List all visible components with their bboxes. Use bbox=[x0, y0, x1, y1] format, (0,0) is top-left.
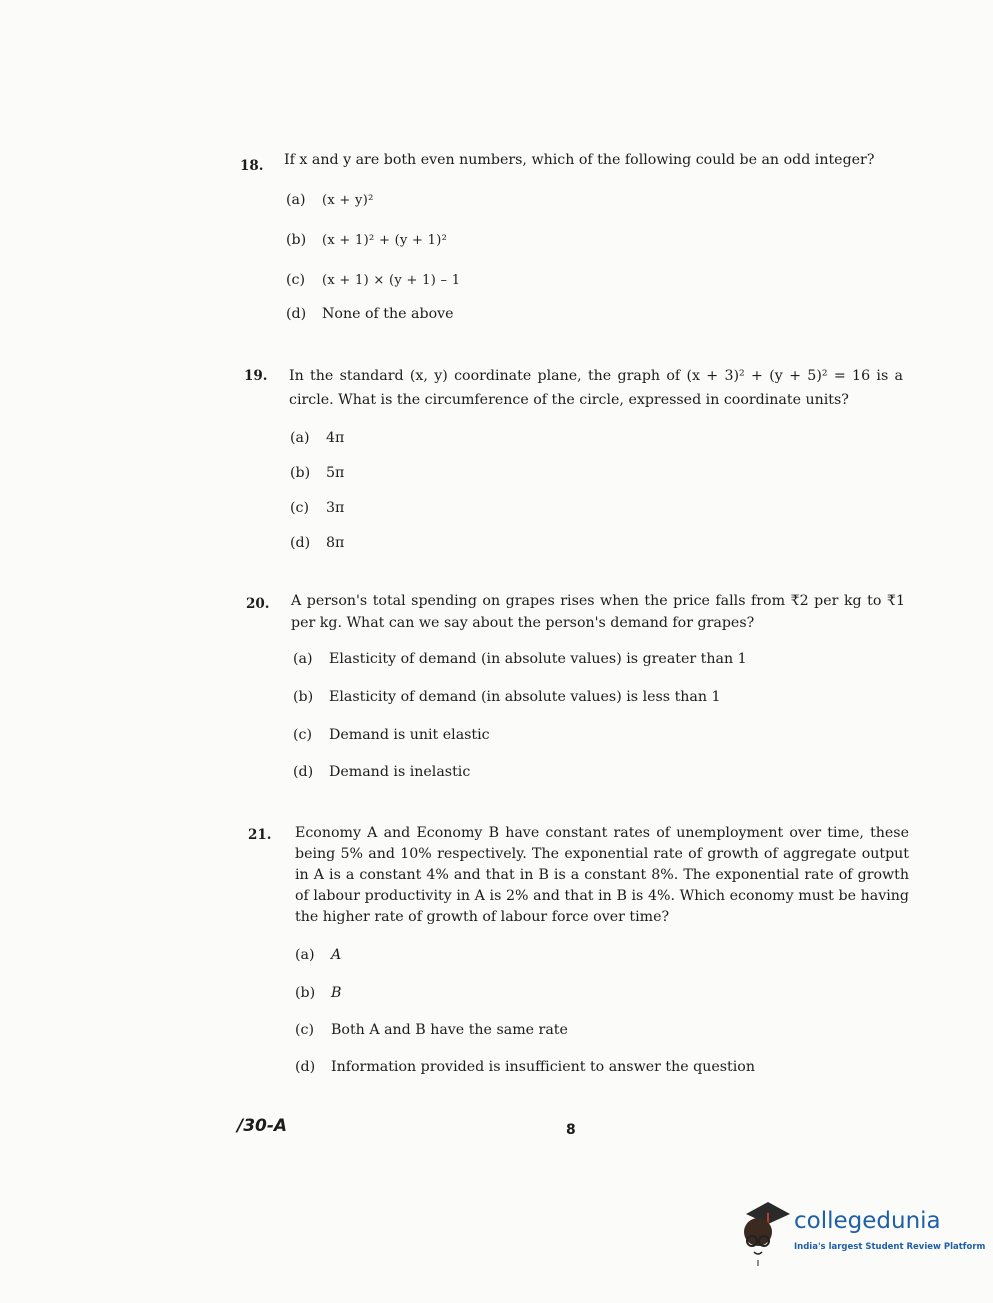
option-label: (b) bbox=[293, 689, 314, 705]
option-text: (x + y)² bbox=[322, 193, 374, 208]
option-label: (a) bbox=[295, 947, 315, 963]
question-number: 20. bbox=[246, 596, 270, 612]
option-c bbox=[295, 1022, 568, 1038]
option-text: Information provided is insufficient to answer the question bbox=[331, 1059, 755, 1075]
option-label: (c) bbox=[293, 727, 313, 743]
collegedunia-watermark bbox=[736, 1196, 986, 1272]
option-text: Demand is unit elastic bbox=[329, 727, 490, 743]
question-text: Economy A and Economy B have constant rates of unemployment over time, these being 5% and 10% respectively. The exponential rate of growth of aggregate output in A is a constant 4% and that in B is a constant 8%. The exponential rate of growth of labour productivity in A is 2% and that in B is 4%. Which economy must be having the higher rate of growth of labour force over time? bbox=[295, 825, 909, 925]
option-label: (d) bbox=[295, 1059, 316, 1075]
option-label: (d) bbox=[290, 535, 311, 551]
option-label: (d) bbox=[286, 306, 307, 322]
question-18 bbox=[240, 150, 900, 330]
option-b bbox=[286, 232, 447, 248]
paper-code: /30-A bbox=[237, 1116, 288, 1136]
option-label: (a) bbox=[286, 192, 306, 208]
option-a bbox=[293, 651, 747, 667]
option-label: (d) bbox=[293, 764, 314, 780]
page-number: 8 bbox=[566, 1122, 576, 1138]
question-number: 21. bbox=[248, 827, 272, 843]
option-text: Demand is inelastic bbox=[329, 764, 471, 780]
question-21 bbox=[248, 823, 912, 1083]
option-c bbox=[286, 272, 460, 288]
question-20 bbox=[246, 590, 910, 790]
option-text: 5π bbox=[326, 465, 345, 481]
option-label: (b) bbox=[286, 232, 307, 248]
option-text: A bbox=[331, 947, 342, 963]
option-b bbox=[293, 689, 721, 705]
option-text: Elasticity of demand (in absolute values) is less than 1 bbox=[329, 689, 721, 705]
option-a bbox=[290, 430, 344, 446]
question-number: 19. bbox=[244, 368, 268, 384]
question-19 bbox=[244, 364, 904, 554]
student-mascot-icon bbox=[736, 1196, 792, 1266]
option-text: 3π bbox=[326, 500, 345, 516]
option-a bbox=[295, 947, 341, 963]
question-text: In the standard (x, y) coordinate plane, the graph of (x + 3)² + (y + 5)² = 16 is a circle. What is the circumference of the circle, expressed in coordinate units? bbox=[289, 368, 903, 408]
option-a bbox=[286, 192, 374, 208]
option-text: Both A and B have the same rate bbox=[331, 1022, 568, 1038]
option-text: None of the above bbox=[322, 306, 454, 322]
option-b bbox=[290, 465, 344, 481]
brand-tagline: India's largest Student Review Platform bbox=[794, 1242, 986, 1252]
option-d bbox=[290, 535, 344, 551]
option-label: (c) bbox=[290, 500, 310, 516]
option-label: (a) bbox=[293, 651, 313, 667]
option-c bbox=[293, 727, 490, 743]
option-text: 4π bbox=[326, 430, 345, 446]
option-label: (c) bbox=[286, 272, 306, 288]
question-number: 18. bbox=[240, 158, 264, 174]
option-c bbox=[290, 500, 344, 516]
option-d bbox=[295, 1059, 755, 1075]
question-text: A person's total spending on grapes rises when the price falls from ₹2 per kg to ₹1 per kg. What can we say about the person's demand for grapes? bbox=[291, 593, 905, 631]
option-text: (x + 1)² + (y + 1)² bbox=[322, 233, 448, 248]
option-label: (a) bbox=[290, 430, 310, 446]
option-label: (b) bbox=[295, 985, 316, 1001]
option-label: (c) bbox=[295, 1022, 315, 1038]
option-d bbox=[293, 764, 470, 780]
option-text: 8π bbox=[326, 535, 345, 551]
option-b bbox=[295, 985, 341, 1001]
option-text: Elasticity of demand (in absolute values) is greater than 1 bbox=[329, 651, 747, 667]
brand-name: collegedunia bbox=[794, 1208, 941, 1234]
option-text: (x + 1) × (y + 1) – 1 bbox=[322, 273, 461, 288]
option-label: (b) bbox=[290, 465, 311, 481]
option-d bbox=[286, 306, 454, 322]
question-text: If x and y are both even numbers, which of the following could be an odd integer? bbox=[284, 152, 875, 168]
option-text: B bbox=[331, 985, 342, 1001]
